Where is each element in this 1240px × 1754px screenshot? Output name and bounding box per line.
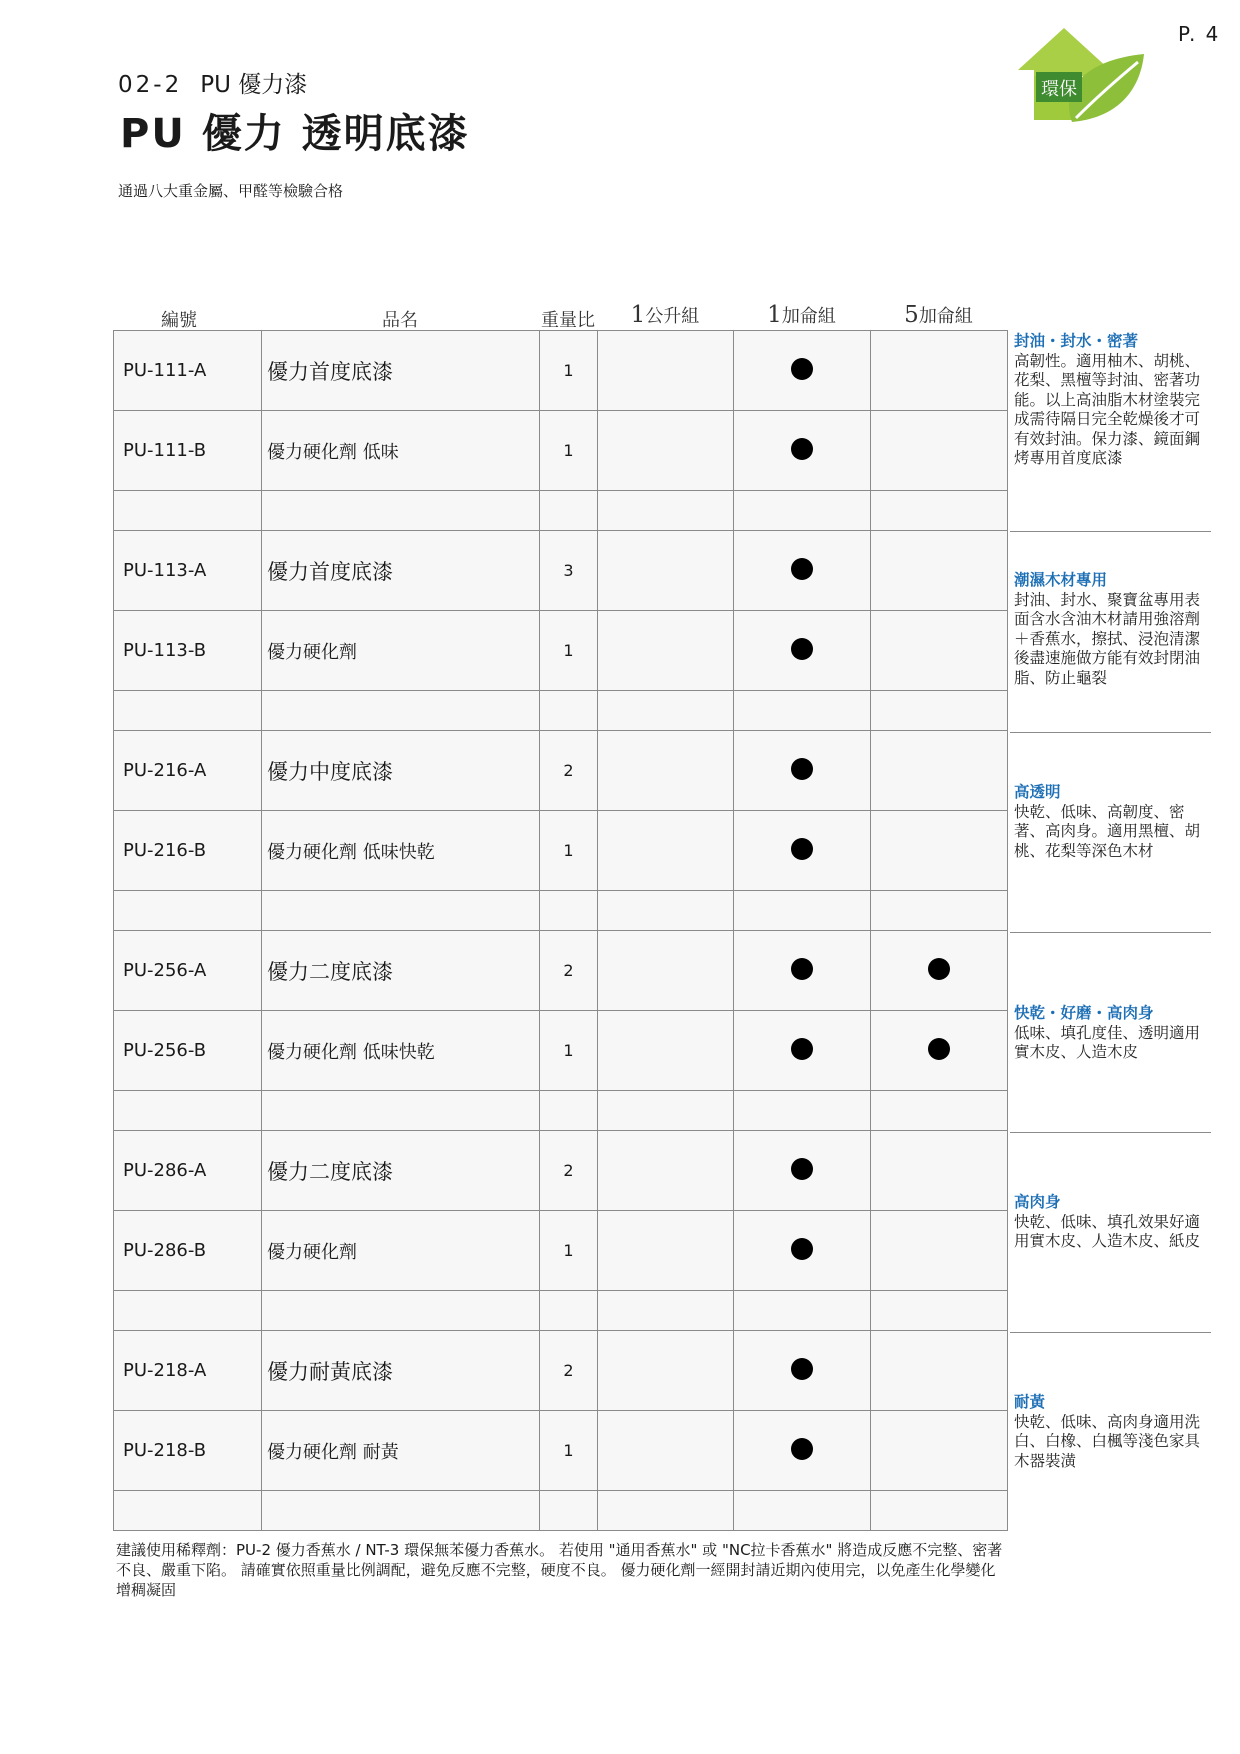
product-name: 優力二度底漆 xyxy=(262,931,540,1011)
note-body: 快乾、低味、高肉身適用洗白、白橡、白楓等淺色家具木器裝潢 xyxy=(1014,1412,1201,1470)
table-row xyxy=(114,1131,1008,1211)
availability-1l xyxy=(598,1011,734,1091)
product-code: PU-218-A xyxy=(114,1331,262,1411)
note-title: 耐黃 xyxy=(1014,1393,1046,1411)
availability-1l xyxy=(598,731,734,811)
spacer-cell xyxy=(734,491,871,531)
spacer-cell xyxy=(262,1291,540,1331)
note-1 xyxy=(1014,332,1210,469)
available-dot-icon xyxy=(791,558,813,580)
spacer-cell xyxy=(262,691,540,731)
note-5 xyxy=(1014,1193,1210,1252)
weight-ratio: 1 xyxy=(540,411,598,491)
spacer-cell xyxy=(871,1291,1008,1331)
column-header-code: 編號 xyxy=(161,310,197,331)
product-name: 優力硬化劑 xyxy=(262,611,540,691)
spacer-cell xyxy=(262,891,540,931)
availability-5gal xyxy=(871,611,1008,691)
availability-5gal xyxy=(871,811,1008,891)
column-header-1l xyxy=(597,302,733,328)
availability-1l xyxy=(598,1411,734,1491)
weight-ratio: 1 xyxy=(540,331,598,411)
note-title: 封油・封水・密著 xyxy=(1014,332,1139,350)
product-code: PU-218-B xyxy=(114,1411,262,1491)
spacer-cell xyxy=(734,891,871,931)
spacer-cell xyxy=(540,1291,598,1331)
availability-1l xyxy=(598,931,734,1011)
product-code: PU-216-A xyxy=(114,731,262,811)
product-code: PU-216-B xyxy=(114,811,262,891)
table-spacer-row xyxy=(114,1291,1008,1331)
note-body: 封油、封水、聚寶盆專用表面含水含油木材請用強溶劑＋香蕉水，擦拭、浸泡清潔後盡速施做方能有效封閉油脂、防止龜裂 xyxy=(1014,590,1201,687)
availability-1gal xyxy=(734,1131,871,1211)
note-3 xyxy=(1014,783,1210,861)
table-row xyxy=(114,731,1008,811)
spacer-cell xyxy=(114,1091,262,1131)
column-header-1l-unit: 公升組 xyxy=(645,306,700,327)
spacer-cell xyxy=(540,691,598,731)
table-row xyxy=(114,331,1008,411)
weight-ratio: 2 xyxy=(540,731,598,811)
product-code: PU-113-A xyxy=(114,531,262,611)
note-2 xyxy=(1014,571,1210,688)
available-dot-icon xyxy=(928,958,950,980)
spacer-cell xyxy=(598,491,734,531)
availability-5gal xyxy=(871,1411,1008,1491)
product-name: 優力硬化劑 低味快乾 xyxy=(262,1011,540,1091)
table-row xyxy=(114,1011,1008,1091)
availability-1gal xyxy=(734,331,871,411)
note-divider xyxy=(1010,1132,1211,1133)
column-header-5gal-num: 5 xyxy=(904,302,919,328)
weight-ratio: 2 xyxy=(540,1131,598,1211)
table-row xyxy=(114,811,1008,891)
table-spacer-row xyxy=(114,1491,1008,1531)
section-number xyxy=(118,66,307,99)
column-header-1gal-num: 1 xyxy=(767,302,782,328)
availability-1gal xyxy=(734,1411,871,1491)
available-dot-icon xyxy=(791,358,813,380)
note-divider xyxy=(1010,1332,1211,1333)
product-code: PU-256-B xyxy=(114,1011,262,1091)
available-dot-icon xyxy=(791,1358,813,1380)
product-name: 優力硬化劑 xyxy=(262,1211,540,1291)
table-row xyxy=(114,611,1008,691)
section-number-text: 02-2 xyxy=(118,72,183,98)
availability-5gal xyxy=(871,1331,1008,1411)
availability-5gal xyxy=(871,1211,1008,1291)
product-name: 優力硬化劑 耐黃 xyxy=(262,1411,540,1491)
availability-5gal xyxy=(871,931,1008,1011)
weight-ratio: 1 xyxy=(540,1211,598,1291)
available-dot-icon xyxy=(791,438,813,460)
note-body: 高韌性。適用柚木、胡桃、花梨、黑檀等封油、密著功能。以上高油脂木材塗裝完成需待隔日完全乾燥後才可有效封油。保力漆、鏡面鋼烤專用首度底漆 xyxy=(1014,351,1201,467)
availability-1l xyxy=(598,611,734,691)
availability-5gal xyxy=(871,1131,1008,1211)
table-spacer-row xyxy=(114,891,1008,931)
page-number: P. 4 xyxy=(1178,22,1221,46)
weight-ratio: 1 xyxy=(540,1011,598,1091)
product-name: 優力首度底漆 xyxy=(262,331,540,411)
available-dot-icon xyxy=(928,1038,950,1060)
weight-ratio: 3 xyxy=(540,531,598,611)
spacer-cell xyxy=(598,691,734,731)
logo-text: 環保 xyxy=(1041,79,1077,100)
table-row xyxy=(114,1211,1008,1291)
availability-1gal xyxy=(734,1211,871,1291)
availability-1l xyxy=(598,331,734,411)
available-dot-icon xyxy=(791,838,813,860)
note-divider xyxy=(1010,531,1211,532)
product-code: PU-286-A xyxy=(114,1131,262,1211)
footer-notice: 建議使用稀釋劑：PU-2 優力香蕉水 / NT-3 環保無苯優力香蕉水。 若使用 "通用香蕉水" 或 "NC拉卡香蕉水" 將造成反應不完整、密著不良、嚴重下陷。 請確實依照重量比例調配，避免反應不完整，硬度不良。 優力硬化劑一經開封請近期內使用完，以免產生化學變化增稠凝固 xyxy=(116,1541,1003,1599)
spacer-cell xyxy=(114,491,262,531)
note-title: 高肉身 xyxy=(1014,1193,1061,1211)
column-header-5gal-unit: 加侖組 xyxy=(918,306,973,327)
table-spacer-row xyxy=(114,1091,1008,1131)
spacer-cell xyxy=(540,1491,598,1531)
note-body: 低味、填孔度佳、透明適用實木皮、人造木皮 xyxy=(1014,1023,1201,1061)
spacer-cell xyxy=(114,1491,262,1531)
note-body: 快乾、低味、高韌度、密著、高肉身。適用黑檀、胡桃、花梨等深色木材 xyxy=(1014,802,1201,860)
product-code: PU-111-A xyxy=(114,331,262,411)
column-header-name: 品名 xyxy=(382,310,418,331)
product-name: 優力首度底漆 xyxy=(262,531,540,611)
spacer-cell xyxy=(598,1491,734,1531)
product-table xyxy=(113,330,1008,1531)
column-header-1l-num: 1 xyxy=(630,302,646,328)
availability-1gal xyxy=(734,931,871,1011)
availability-1gal xyxy=(734,731,871,811)
spacer-cell xyxy=(114,1291,262,1331)
weight-ratio: 2 xyxy=(540,1331,598,1411)
availability-5gal xyxy=(871,1011,1008,1091)
spacer-cell xyxy=(540,891,598,931)
product-name: 優力硬化劑 低味快乾 xyxy=(262,811,540,891)
note-title: 潮濕木材專用 xyxy=(1014,571,1108,589)
note-4 xyxy=(1014,1004,1210,1063)
availability-1l xyxy=(598,411,734,491)
spacer-cell xyxy=(734,1291,871,1331)
table-row xyxy=(114,1331,1008,1411)
spacer-cell xyxy=(540,491,598,531)
spacer-cell xyxy=(871,491,1008,531)
availability-5gal xyxy=(871,731,1008,811)
available-dot-icon xyxy=(791,638,813,660)
eco-house-leaf-icon xyxy=(1012,20,1152,128)
product-name: 優力耐黃底漆 xyxy=(262,1331,540,1411)
spacer-cell xyxy=(734,691,871,731)
product-name: 優力二度底漆 xyxy=(262,1131,540,1211)
table-row xyxy=(114,931,1008,1011)
availability-5gal xyxy=(871,411,1008,491)
availability-1gal xyxy=(734,611,871,691)
spacer-cell xyxy=(262,1491,540,1531)
note-title: 高透明 xyxy=(1014,783,1061,801)
spacer-cell xyxy=(871,691,1008,731)
note-title: 快乾・好磨・高肉身 xyxy=(1014,1004,1154,1022)
availability-1gal xyxy=(734,1331,871,1411)
availability-5gal xyxy=(871,331,1008,411)
column-header-1gal-unit: 加侖組 xyxy=(781,306,836,327)
availability-1gal xyxy=(734,531,871,611)
product-code: PU-286-B xyxy=(114,1211,262,1291)
product-table-body xyxy=(114,331,1008,1531)
spacer-cell xyxy=(871,1091,1008,1131)
page-subtitle: 通過八大重金屬、甲醛等檢驗合格 xyxy=(118,182,344,200)
availability-1l xyxy=(598,531,734,611)
spacer-cell xyxy=(114,691,262,731)
availability-5gal xyxy=(871,531,1008,611)
available-dot-icon xyxy=(791,1158,813,1180)
available-dot-icon xyxy=(791,1438,813,1460)
product-code: PU-111-B xyxy=(114,411,262,491)
weight-ratio: 1 xyxy=(540,811,598,891)
note-divider xyxy=(1010,932,1211,933)
note-body: 快乾、低味、填孔效果好適用實木皮、人造木皮、紙皮 xyxy=(1014,1212,1201,1250)
availability-1gal xyxy=(734,811,871,891)
availability-1l xyxy=(598,1131,734,1211)
spacer-cell xyxy=(871,1491,1008,1531)
note-divider xyxy=(1010,732,1211,733)
column-header-5gal xyxy=(870,302,1007,328)
spacer-cell xyxy=(114,891,262,931)
available-dot-icon xyxy=(791,1238,813,1260)
spacer-cell xyxy=(262,1091,540,1131)
product-code: PU-113-B xyxy=(114,611,262,691)
section-name: PU 優力漆 xyxy=(200,72,308,98)
weight-ratio: 1 xyxy=(540,1411,598,1491)
spacer-cell xyxy=(540,1091,598,1131)
column-header-ratio: 重量比 xyxy=(541,310,595,331)
spacer-cell xyxy=(598,1291,734,1331)
spacer-cell xyxy=(871,891,1008,931)
spacer-cell xyxy=(734,1491,871,1531)
product-code: PU-256-A xyxy=(114,931,262,1011)
page-title: PU 優力 透明底漆 xyxy=(120,111,470,157)
availability-1l xyxy=(598,1211,734,1291)
note-6 xyxy=(1014,1393,1210,1471)
spacer-cell xyxy=(598,891,734,931)
table-spacer-row xyxy=(114,691,1008,731)
table-row xyxy=(114,411,1008,491)
table-spacer-row xyxy=(114,491,1008,531)
weight-ratio: 2 xyxy=(540,931,598,1011)
spacer-cell xyxy=(734,1091,871,1131)
availability-1gal xyxy=(734,411,871,491)
product-name: 優力硬化劑 低味 xyxy=(262,411,540,491)
availability-1l xyxy=(598,811,734,891)
available-dot-icon xyxy=(791,958,813,980)
weight-ratio: 1 xyxy=(540,611,598,691)
product-name: 優力中度底漆 xyxy=(262,731,540,811)
spacer-cell xyxy=(262,491,540,531)
table-row xyxy=(114,1411,1008,1491)
availability-1l xyxy=(598,1331,734,1411)
availability-1gal xyxy=(734,1011,871,1091)
table-row xyxy=(114,531,1008,611)
spacer-cell xyxy=(598,1091,734,1131)
available-dot-icon xyxy=(791,1038,813,1060)
available-dot-icon xyxy=(791,758,813,780)
column-header-1gal xyxy=(733,302,870,328)
